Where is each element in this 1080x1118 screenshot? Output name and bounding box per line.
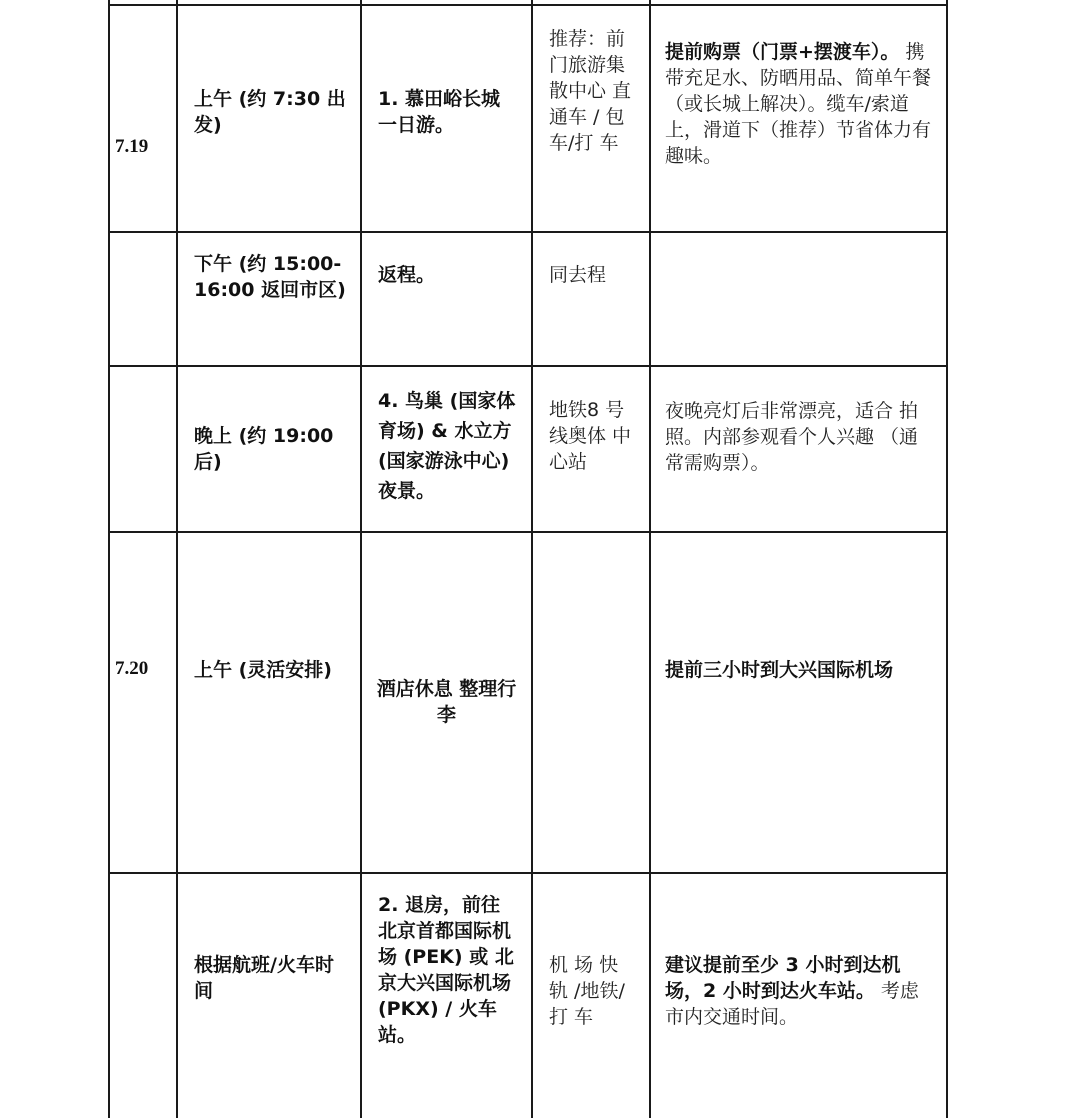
date-label: 7.20: [115, 658, 149, 679]
note-bold: 建议提前至少 3 小时到达机场，2 小时到达火车站。: [665, 954, 901, 1002]
activity-cell: [361, 232, 532, 366]
transport-label: 机 场 快 轨 /地铁/ 打 车: [549, 954, 625, 1028]
transport-cell: [532, 5, 650, 232]
time-cell: [177, 232, 361, 366]
activity-cell: [361, 5, 532, 232]
activity-label: 2. 退房，前往北京首都国际机场 (PEK) 或 北京大兴国际机场 (PKX) / 火车站。: [378, 894, 514, 1046]
time-cell: [177, 532, 361, 873]
table-row: [109, 366, 947, 532]
activity-cell: [361, 366, 532, 532]
date-label: 7.19: [115, 136, 149, 157]
note-cell: [650, 5, 947, 232]
transport-cell: [532, 366, 650, 532]
time-cell: [177, 5, 361, 232]
date-cell: [109, 366, 177, 532]
note-text: [651, 874, 946, 1030]
activity-cell: [361, 532, 532, 873]
transport-label: 同去程: [549, 264, 607, 286]
note-detail: 夜晚亮灯后非常漂亮，适合 拍照。内部参观看个人兴趣 （通常需购票）。: [665, 400, 919, 474]
activity-label: 酒店休息 整理行李: [376, 678, 517, 726]
note-bold: 提前购票（门票+摆渡车）。: [665, 41, 900, 63]
time-cell: [177, 873, 361, 1118]
activity-label: 4. 鸟巢 (国家体育场) & 水立方 (国家游泳中心) 夜景。: [378, 390, 516, 502]
time-label: 上午 (灵活安排): [194, 659, 332, 681]
note-cell: [650, 532, 947, 873]
date-cell: [109, 232, 177, 366]
note-cell: [650, 232, 947, 366]
note-bold: 提前三小时到大兴国际机场: [665, 659, 894, 681]
table-row: [109, 873, 947, 1118]
table-row: [109, 232, 947, 366]
activity-label: 1. 慕田峪长城一日游。: [378, 88, 501, 136]
date-cell: [109, 5, 177, 232]
transport-cell: [532, 232, 650, 366]
note-detail: 携带充足水、防晒用品、简单午餐（或长城上解决）。缆车/索道上，滑道下（推荐）节省体力有趣味。: [665, 41, 932, 167]
time-label: 下午 (约 15:00-16:00 返回市区): [194, 253, 346, 301]
time-label: 晚上 (约 19:00 后): [194, 425, 334, 473]
date-cell: [109, 532, 177, 873]
itinerary-table: [108, 0, 948, 1118]
transport-cell: [532, 873, 650, 1118]
time-cell: [177, 366, 361, 532]
note-text: [651, 533, 946, 683]
table-row: [109, 5, 947, 232]
note-detail: 考虑市内交通时间。: [665, 980, 919, 1028]
activity-label: 返程。: [378, 264, 436, 286]
activity-cell: [361, 873, 532, 1118]
time-label: 根据航班/火车时间: [194, 954, 334, 1002]
note-cell: [650, 873, 947, 1118]
transport-label: 地铁8 号线奥体 中 心站: [549, 399, 632, 473]
transport-cell: [532, 532, 650, 873]
table-row: [109, 532, 947, 873]
transport-label: 推荐：前门旅游集散中心 直 通车 / 包车/打 车: [549, 28, 632, 154]
note-text: [651, 367, 946, 476]
note-cell: [650, 366, 947, 532]
date-cell: [109, 873, 177, 1118]
time-label: 上午 (约 7:30 出发): [194, 88, 346, 136]
note-text: [651, 6, 946, 169]
